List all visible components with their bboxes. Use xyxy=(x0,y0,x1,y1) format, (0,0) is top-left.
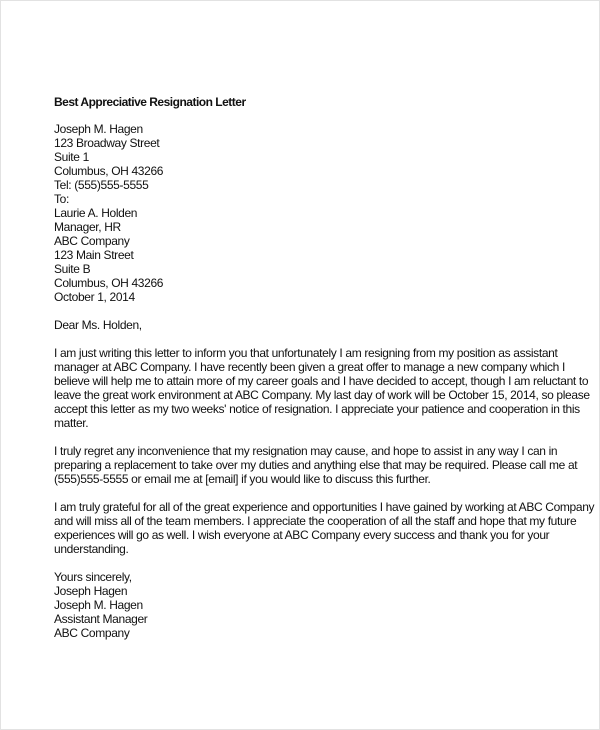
closing-block xyxy=(54,570,594,640)
recipient-suite: Suite B xyxy=(54,262,91,276)
salutation: Dear Ms. Holden, xyxy=(54,318,142,332)
address-block xyxy=(54,122,594,304)
sender-suite: Suite 1 xyxy=(54,150,89,164)
paragraph-line: (555)555-5555 or email me at [email] if you would like to discuss this further. xyxy=(54,472,431,486)
to-label: To: xyxy=(54,192,69,206)
recipient-company: ABC Company xyxy=(54,234,130,248)
signer-company: ABC Company xyxy=(54,626,130,640)
paragraph-2 xyxy=(54,444,594,486)
recipient-name: Laurie A. Holden xyxy=(54,206,138,220)
paragraph-line: believe will help me to attain more of my career goals and I have decided to accept, though I am reluctant to xyxy=(54,374,589,388)
sender-phone: Tel: (555)555-5555 xyxy=(54,178,149,192)
signer-title: Assistant Manager xyxy=(54,612,148,626)
recipient-city: Columbus, OH 43266 xyxy=(54,276,164,290)
letter-title: Best Appreciative Resignation Letter xyxy=(54,95,246,109)
sender-city: Columbus, OH 43266 xyxy=(54,164,164,178)
recipient-title: Manager, HR xyxy=(54,220,121,234)
paragraph-line: leave the great work environment at ABC Company. My last day of work will be October 15, 2014, so please xyxy=(54,388,590,402)
paragraph-line: I am truly grateful for all of the great experience and opportunities I have gained by working at ABC Company xyxy=(54,500,595,514)
paragraph-3 xyxy=(54,500,594,556)
paragraph-line: manager at ABC Company. I have recently been given a great offer to manage a new company which I xyxy=(54,360,565,374)
recipient-street: 123 Main Street xyxy=(54,248,134,262)
letter-date: October 1, 2014 xyxy=(54,290,135,304)
paragraph-line: experiences will go as well. I wish everyone at ABC Company every success and thank you for your xyxy=(54,528,550,542)
paragraph-line: and will miss all of the team members. I appreciate the cooperation of all the staff and hope that my future xyxy=(54,514,577,528)
paragraph-line: understanding. xyxy=(54,542,129,556)
paragraph-1 xyxy=(54,346,594,430)
letter-body xyxy=(54,95,594,654)
signer-full-name: Joseph M. Hagen xyxy=(54,598,143,612)
closing-phrase: Yours sincerely, xyxy=(54,570,132,584)
paragraph-line: accept this letter as my two weeks' notice of resignation. I appreciate your patience and cooperation in this xyxy=(54,402,580,416)
sender-name: Joseph M. Hagen xyxy=(54,122,143,136)
paragraph-line: matter. xyxy=(54,416,89,430)
sender-street: 123 Broadway Street xyxy=(54,136,160,150)
paragraph-line: I am just writing this letter to inform you that unfortunately I am resigning from my position as assistant xyxy=(54,346,558,360)
signature-name: Joseph Hagen xyxy=(54,584,128,598)
paragraph-line: preparing a replacement to take over my duties and anything else that may be required. Please call me at xyxy=(54,458,578,472)
paragraph-line: I truly regret any inconvenience that my resignation may cause, and hope to assist in any way I can in xyxy=(54,444,558,458)
